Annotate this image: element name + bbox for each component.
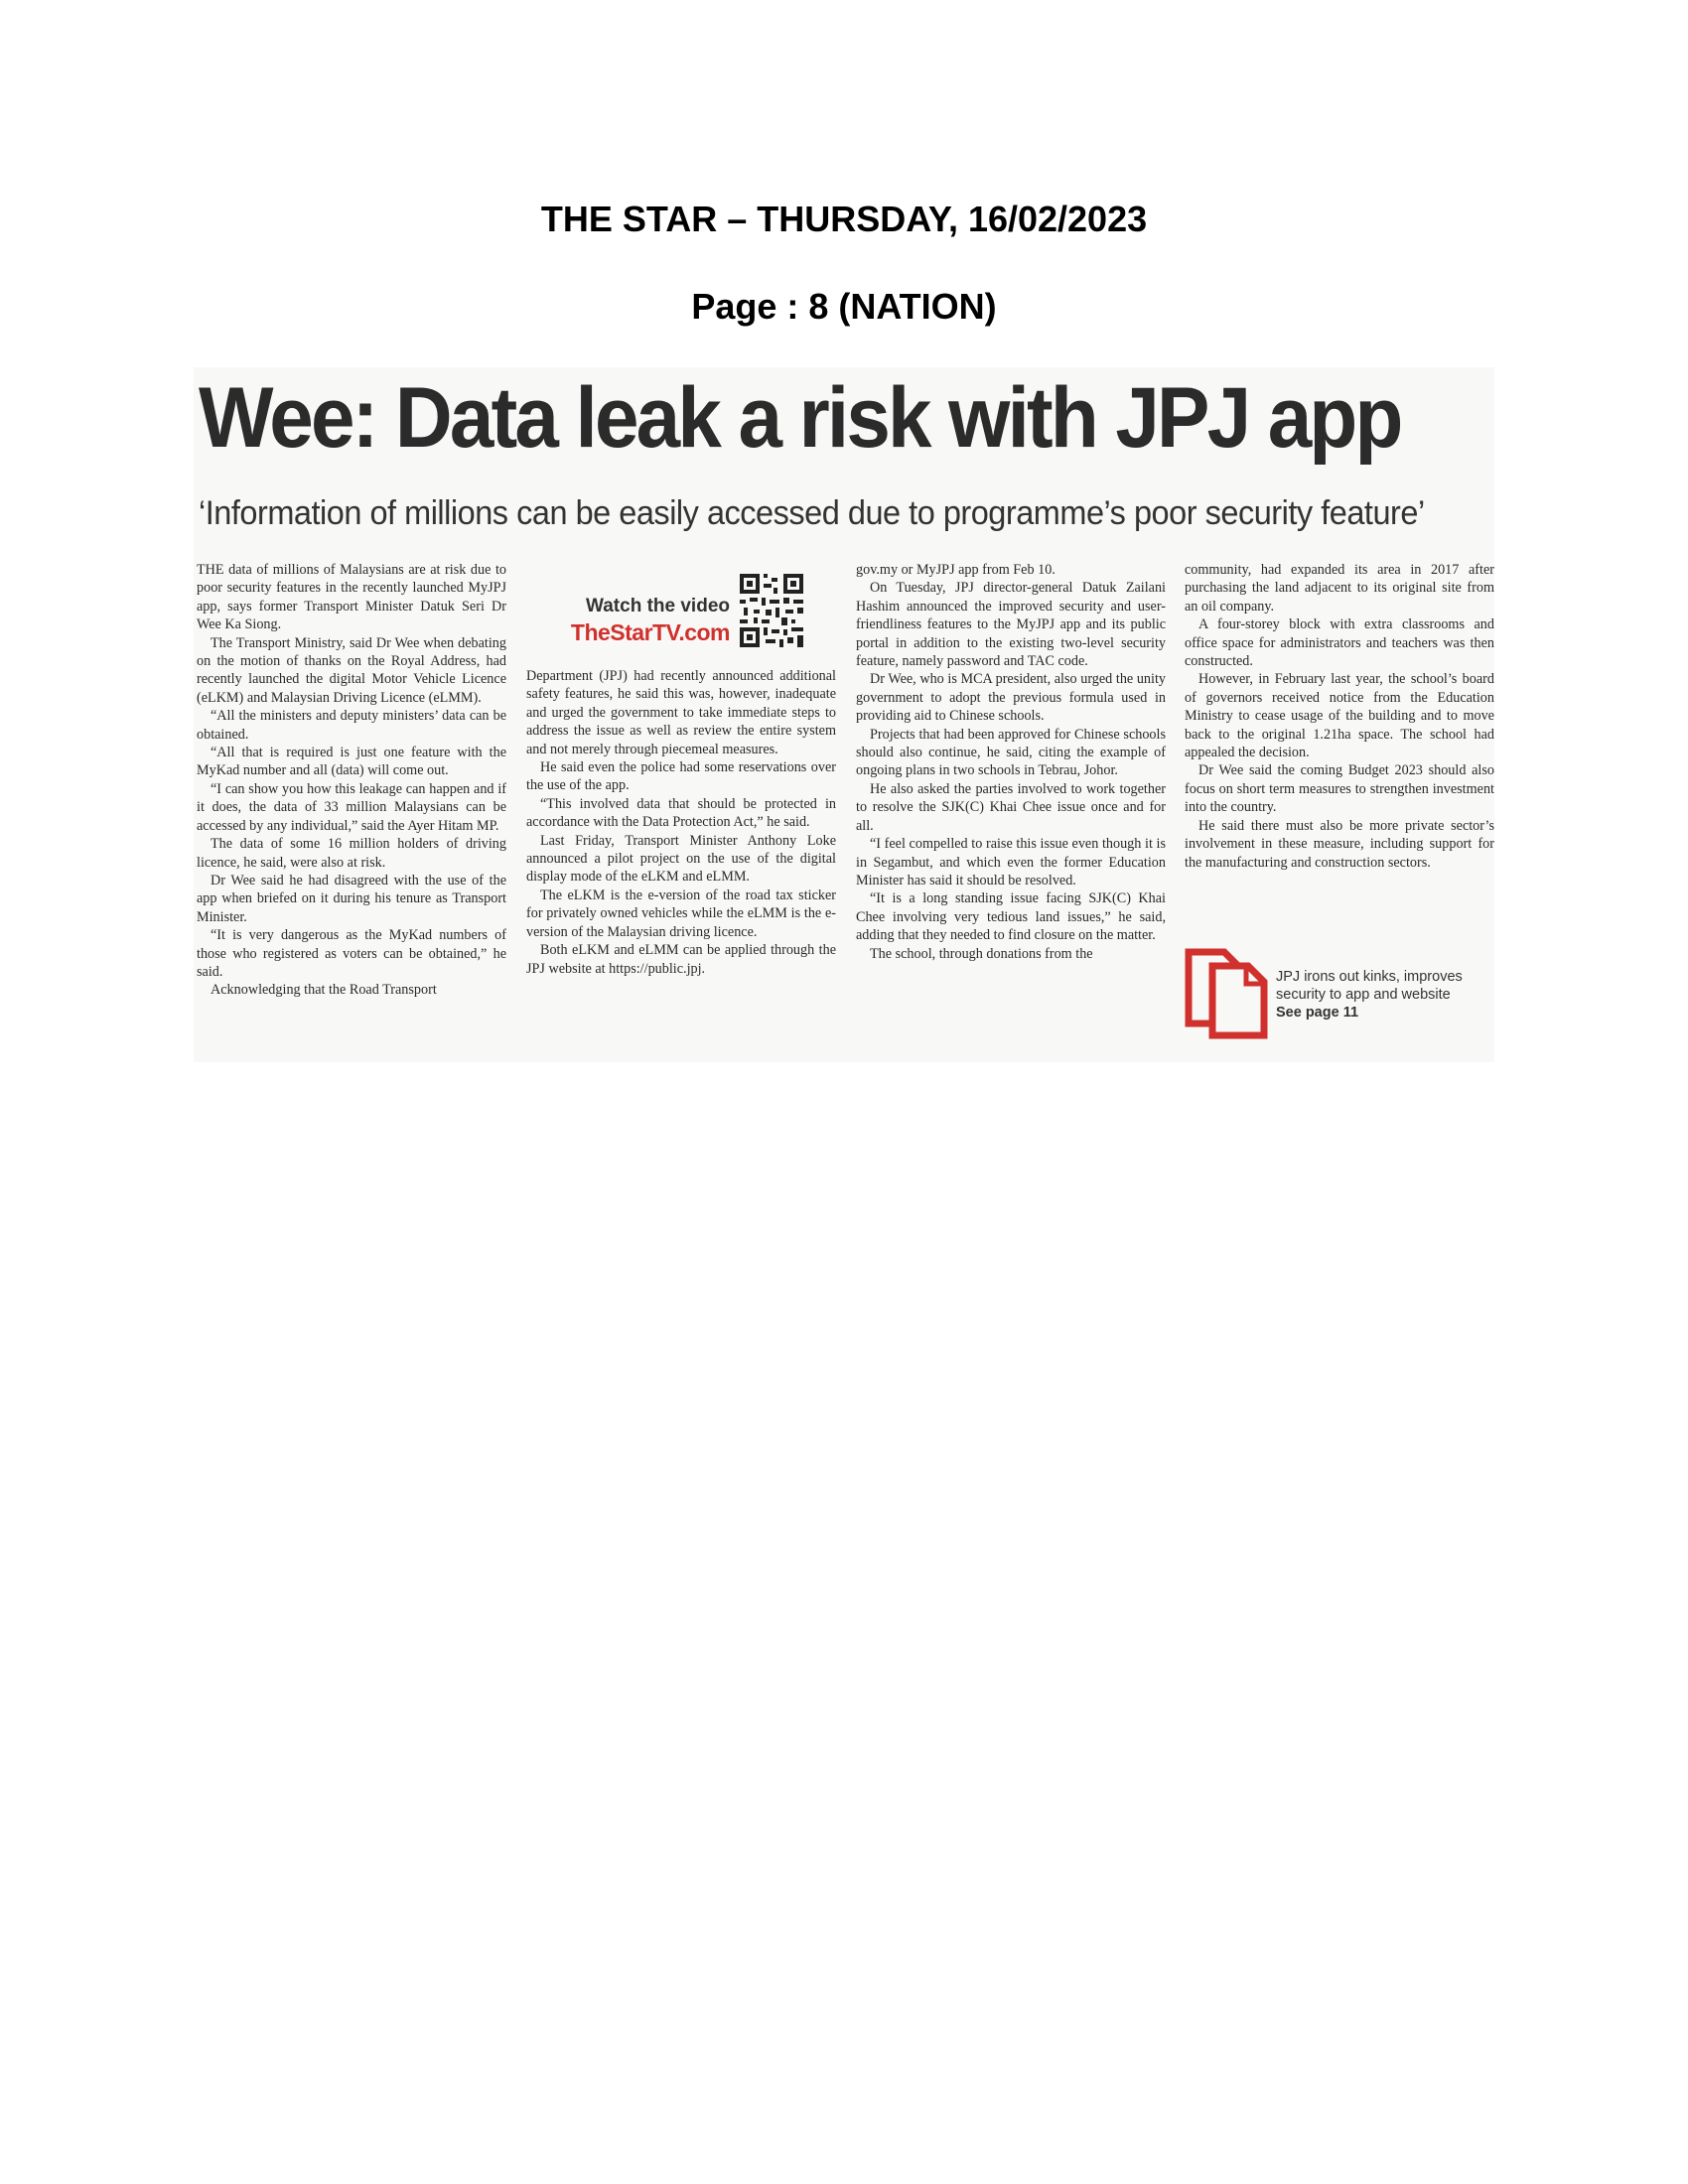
paragraph: “This involved data that should be protected in accordance with the Data Protection Act,” he said.	[526, 795, 836, 831]
paragraph: However, in February last year, the school’s board of governors received notice from the Education Ministry to cease usage of the building and to move back to the original 1.21ha space. The school had appealed the decision.	[1185, 671, 1494, 761]
paragraph: He said there must also be more private sector’s involvement in these measure, including support for the manufacturing and construction sectors.	[1185, 817, 1494, 871]
paragraph: Acknowledging that the Road Transport	[211, 982, 437, 999]
paragraph: “All the ministers and deputy ministers’ data can be obtained.	[197, 708, 506, 743]
paragraph: “It is a long standing issue facing SJK(C) Khai Chee involving very tedious land issues,” he said, adding that they needed to find closure on the matter.	[856, 890, 1166, 944]
paragraph: “All that is required is just one feature with the MyKad number and all (data) will come out.	[197, 745, 506, 779]
paragraph: Projects that had been approved for Chinese schools should also continue, he said, citing the example of ongoing plans in two schools in Tebrau, Johor.	[856, 726, 1166, 779]
paragraph: The eLKM is the e-version of the road tax sticker for privately owned vehicles while the eLMM is the e-version of the Malaysian driving licence.	[526, 887, 836, 940]
paragraph: Dr Wee, who is MCA president, also urged the unity government to adopt the previous formula used in providing aid to Chinese schools.	[856, 671, 1166, 725]
paragraph: Both eLKM and eLMM can be applied through the JPJ website at https://public.jpj.	[526, 942, 836, 977]
video-promo	[557, 566, 805, 655]
promo-watch-label: Watch the video	[586, 596, 730, 616]
article-column-4	[1185, 561, 1494, 872]
paragraph: The school, through donations from the	[870, 945, 1093, 962]
documents-icon	[1185, 948, 1272, 1039]
paragraph: A four-storey block with extra classrooms and office space for administrators and teachers was then constructed.	[1185, 616, 1494, 670]
paragraph: He said even the police had some reservations over the use of the app.	[526, 759, 836, 794]
paragraph: Last Friday, Transport Minister Anthony Loke announced a pilot project on the use of the digital display mode of the eLKM and eLMM.	[526, 832, 836, 886]
paragraph: He also asked the parties involved to work together to resolve the SJK(C) Khai Chee issue once and for all.	[856, 780, 1166, 834]
cross-reference-page: See page 11	[1276, 1005, 1359, 1021]
article-column-3	[856, 561, 1166, 963]
paragraph: “I feel compelled to raise this issue even though it is in Segambut, and which even the former Education Minister has said it should be resolved.	[856, 836, 1166, 888]
qr-code-icon	[738, 572, 805, 649]
article-headline: Wee: Data leak a risk with JPJ app	[199, 370, 1401, 466]
paragraph: On Tuesday, JPJ director-general Datuk Zailani Hashim announced the improved security and user-friendliness features to the MyJPJ app and its public portal in addition to the existing two-level security feature, namely password and TAC code.	[856, 580, 1166, 670]
cross-reference-text: JPJ irons out kinks, improves security to app and website	[1276, 969, 1463, 1003]
paragraph: Dr Wee said the coming Budget 2023 should also focus on short term measures to strengthen investment into the country.	[1185, 762, 1494, 816]
paragraph: THE data of millions of Malaysians are at risk due to poor security features in the recently launched MyJPJ app, says former Transport Minister Datuk Seri Dr Wee Ka Siong.	[197, 562, 506, 633]
article-column-1	[197, 561, 506, 1000]
paragraph: Dr Wee said he had disagreed with the use of the app when briefed on it during his tenure as Transport Minister.	[197, 872, 506, 925]
paragraph: The data of some 16 million holders of driving licence, he said, were also at risk.	[197, 836, 506, 871]
article-column-2	[526, 667, 836, 978]
paragraph: Department (JPJ) had recently announced additional safety features, he said this was, however, inadequate and urged the government to take immediate steps to address the issue as well as review the entire system and not merely through piecemeal measures.	[526, 668, 836, 757]
document-header-title: THE STAR – THURSDAY, 16/02/2023	[540, 199, 1148, 239]
paragraph: community, had expanded its area in 2017 after purchasing the land adjacent to its original site from an oil company.	[1185, 562, 1494, 614]
article-deck: ‘Information of millions can be easily accessed due to programme’s poor security feature’	[199, 494, 1425, 532]
promo-site-label: TheStarTV.com	[570, 619, 730, 645]
paragraph: “I can show you how this leakage can happen and if it does, the data of 33 million Malaysians can be accessed by any individual,” said the Ayer Hitam MP.	[197, 780, 506, 834]
document-header-page: Page : 8 (NATION)	[691, 286, 997, 327]
paragraph: gov.my or MyJPJ app from Feb 10.	[856, 562, 1055, 578]
paragraph: The Transport Ministry, said Dr Wee when debating on the motion of thanks on the Royal Address, had recently launched the digital Motor Vehicle Licence (eLKM) and Malaysian Driving Licence (eLMM).	[197, 634, 506, 706]
paragraph: “It is very dangerous as the MyKad numbers of those who registered as voters can be obtained,” he said.	[197, 927, 506, 980]
newspaper-clipping	[194, 367, 1494, 1062]
cross-reference-box	[1185, 948, 1494, 1027]
